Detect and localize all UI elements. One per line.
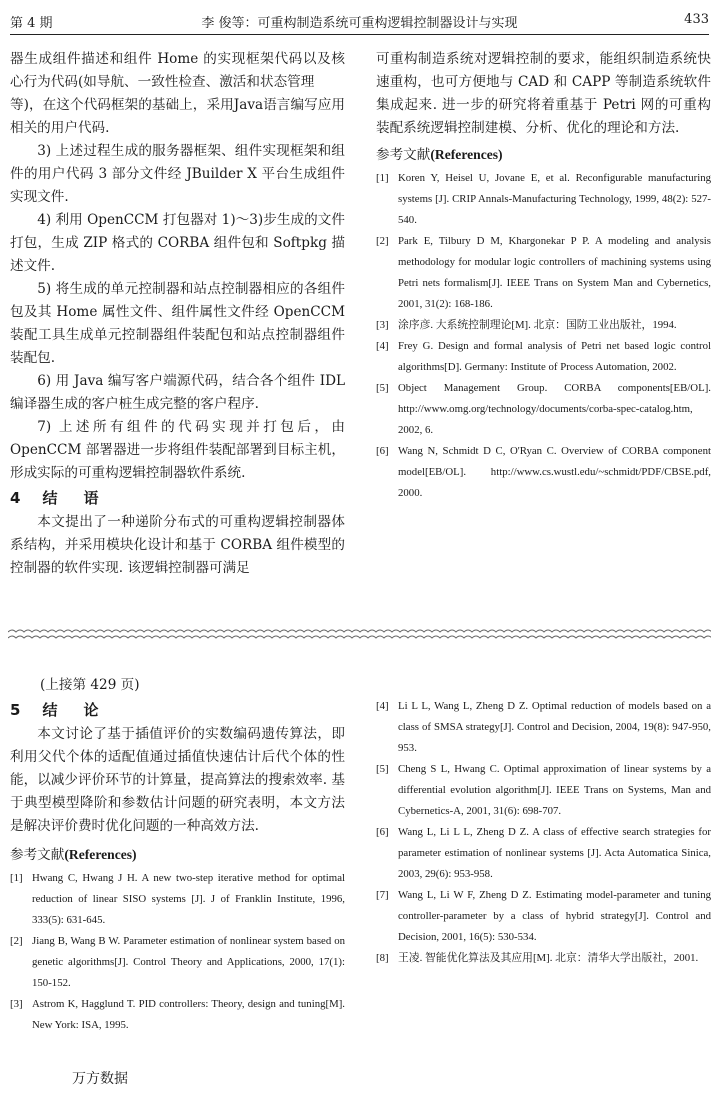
page-number: 433 <box>684 12 709 27</box>
reference-number: [6] <box>376 445 389 457</box>
running-title: 李 俊等：可重构制造系统可重构逻辑控制器设计与实现 <box>201 16 518 31</box>
reference-number: [5] <box>376 763 389 775</box>
reference-number: [4] <box>376 700 389 712</box>
step-paragraph: 5) 将生成的单元控制器和站点控制器相应的各组件包及其 Home 属性文件、组件属性文件经 OpenCCM 装配工具生成单元控制器组件装配包和站点控制器组件装配包. <box>10 281 345 366</box>
reference-number: [4] <box>376 340 389 352</box>
conclusion-paragraph: 本文提出了一种递阶分布式的可重构逻辑控制器体系结构，并采用模块化设计和基于 CORBA 组件模型的控制器的软件实现. 该逻辑控制器可满足 <box>10 514 345 576</box>
reference-item <box>376 231 711 315</box>
references-heading: 参考文献(References) <box>10 847 137 863</box>
reference-text: Object Management Group. CORBA components[EB/OL]. http://www.omg.org/technology/documents/corba-spec-catalog.htm, 2002, 6. <box>398 382 711 436</box>
reference-list <box>10 868 345 1036</box>
reference-item <box>376 696 711 759</box>
step-paragraph: 4) 利用 OpenCCM 打包器对 1)～3)步生成的文件打包，生成 ZIP 格式的 CORBA 组件包和 Softpkg 描述文件. <box>10 212 345 274</box>
wavy-divider <box>8 628 711 642</box>
conclusion-paragraph: 本文讨论了基于插值评价的实数编码遗传算法，即利用父代个体的适配值通过插值快速估计后代个体的性能，以减少评价环节的计算量，提高算法的搜索效率. 基于典型模型降阶和参数估计问题的研究表明，本文方法是解决评价费时优化问题的一种高效方法. <box>10 726 345 834</box>
reference-number: [8] <box>376 952 389 964</box>
reference-item <box>376 441 711 504</box>
watermark-footer: 万方数据 <box>72 1071 128 1087</box>
reference-number: [7] <box>376 889 389 901</box>
reference-text: Cheng S L, Hwang C. Optimal approximation of linear systems by a differential evolution algorithm[J]. IEEE Trans on Systems, Man and Cybernetics-A, 2001, 31(6): 698-707. <box>398 763 711 817</box>
reference-text: Wang L, Li L L, Zheng D Z. A class of effective search strategies for parameter estimation of nonlinear systems [J]. Acta Automatica Sinica, 2003, 29(6): 953-958. <box>398 826 711 880</box>
reference-item <box>10 994 345 1036</box>
reference-number: [3] <box>10 998 23 1010</box>
running-header <box>10 8 709 35</box>
reference-text: Frey G. Design and formal analysis of Petri net based logic control algorithms[D]. Germany: Institute of Process Automation, 2002. <box>398 340 711 373</box>
reference-item <box>376 168 711 231</box>
reference-item <box>376 948 711 969</box>
reference-text: 涂序彦. 大系统控制理论[M]. 北京：国防工业出版社，1994. <box>398 319 677 331</box>
section-number: 5 <box>10 701 21 719</box>
references-heading: 参考文献(References) <box>376 147 503 163</box>
reference-number: [1] <box>376 172 389 184</box>
reference-text: Astrom K, Hagglund T. PID controllers: Theory, design and tuning[M]. New York: ISA, 1995. <box>32 998 345 1031</box>
reference-text: 王凌. 智能优化算法及其应用[M]. 北京：清华大学出版社，2001. <box>398 952 699 964</box>
section-number: 4 <box>10 489 21 507</box>
reference-text: Li L L, Wang L, Zheng D Z. Optimal reduction of models based on a class of SMSA strategy[J]. Control and Decision, 2004, 19(8): 947-950, 953. <box>398 700 711 754</box>
lower-left-column <box>10 674 345 1036</box>
section-title-char: 结 <box>42 489 84 507</box>
section-title-char: 论 <box>83 701 99 719</box>
reference-item <box>376 822 711 885</box>
reference-item <box>376 315 711 336</box>
step-paragraph: 3) 上述过程生成的服务器框架、组件实现框架和组件的用户代码 3 部分文件经 JBuilder X 平台生成组件实现文件. <box>10 143 345 205</box>
reference-number: [5] <box>376 382 389 394</box>
step-paragraph: 7) 上述所有组件的代码实现并打包后，由 OpenCCM 部署器进一步将组件装配部署到目标主机，形成实际的可重构逻辑控制器软件系统. <box>10 419 345 481</box>
reference-text: Wang N, Schmidt D C, O'Ryan C. Overview of CORBA component model[EB/OL]. http://www.cs.wustl.edu/~schmidt/PDF/CBSE.pdf, 2000. <box>398 445 711 499</box>
reference-item <box>376 378 711 441</box>
continued-note: (上接第 429 页) <box>40 677 140 693</box>
lower-right-column <box>376 696 711 969</box>
upper-right-column <box>376 48 711 504</box>
reference-text: Park E, Tilbury D M, Khargonekar P P. A modeling and analysis methodology for modular logic controllers of machining systems using Petri nets formalism[J]. IEEE Trans on System Man and Cybernetics, 2001, 31(2): 168-186. <box>398 235 711 310</box>
step-paragraph: 6) 用 Java 编写客户端源代码，结合各个组件 IDL 编译器生成的客户桩生成完整的客户程序. <box>10 373 345 412</box>
reference-text: Jiang B, Wang B W. Parameter estimation of nonlinear system based on genetic algorithms[J]. Control Theory and Applications, 2000, 17(1): 150-152. <box>32 935 345 989</box>
reference-number: [3] <box>376 319 389 331</box>
section-heading-5 <box>10 698 345 722</box>
reference-text: Hwang C, Hwang J H. A new two-step iterative method for optimal reduction of linear SISO systems [J]. J of Franklin Institute, 1996, 333(5): 631-645. <box>32 872 345 926</box>
reference-number: [2] <box>376 235 389 247</box>
reference-list <box>376 168 711 504</box>
reference-item <box>376 759 711 822</box>
body-paragraph: 等)，在这个代码框架的基础上，采用Java语言编写应用相关的用户代码. <box>10 97 345 136</box>
reference-list <box>376 696 711 969</box>
body-paragraph: 器生成组件描述和组件 Home 的实现框架代码以及核心行为代码(如导航、一致性检查、激活和状态管理 <box>10 51 345 90</box>
reference-text: Wang L, Li W F, Zheng D Z. Estimating model-parameter and tuning controller-parameter by a class of hybrid strategy[J]. Control and Decision, 2001, 16(5): 530-534. <box>398 889 711 943</box>
issue-number: 第 4 期 <box>10 16 53 31</box>
reference-item <box>10 931 345 994</box>
reference-number: [6] <box>376 826 389 838</box>
reference-number: [1] <box>10 872 23 884</box>
body-paragraph: 可重构制造系统对逻辑控制的要求，能组织制造系统快速重构，也可方便地与 CAD 和 CAPP 等制造系统软件集成起来. 进一步的研究将着重基于 Petri 网的可重构装配系统逻辑控制建模、分析、优化的理论和方法. <box>376 51 711 136</box>
reference-number: [2] <box>10 935 23 947</box>
reference-item <box>376 885 711 948</box>
reference-text: Koren Y, Heisel U, Jovane E, et al. Reconfigurable manufacturing systems [J]. CRIP Annals-Manufacturing Technology, 1999, 48(2): 527-540. <box>398 172 711 226</box>
reference-item <box>376 336 711 378</box>
section-title-char: 语 <box>83 489 99 507</box>
section-heading-4 <box>10 486 345 510</box>
section-title-char: 结 <box>42 701 84 719</box>
reference-item <box>10 868 345 931</box>
upper-left-column <box>10 48 345 580</box>
